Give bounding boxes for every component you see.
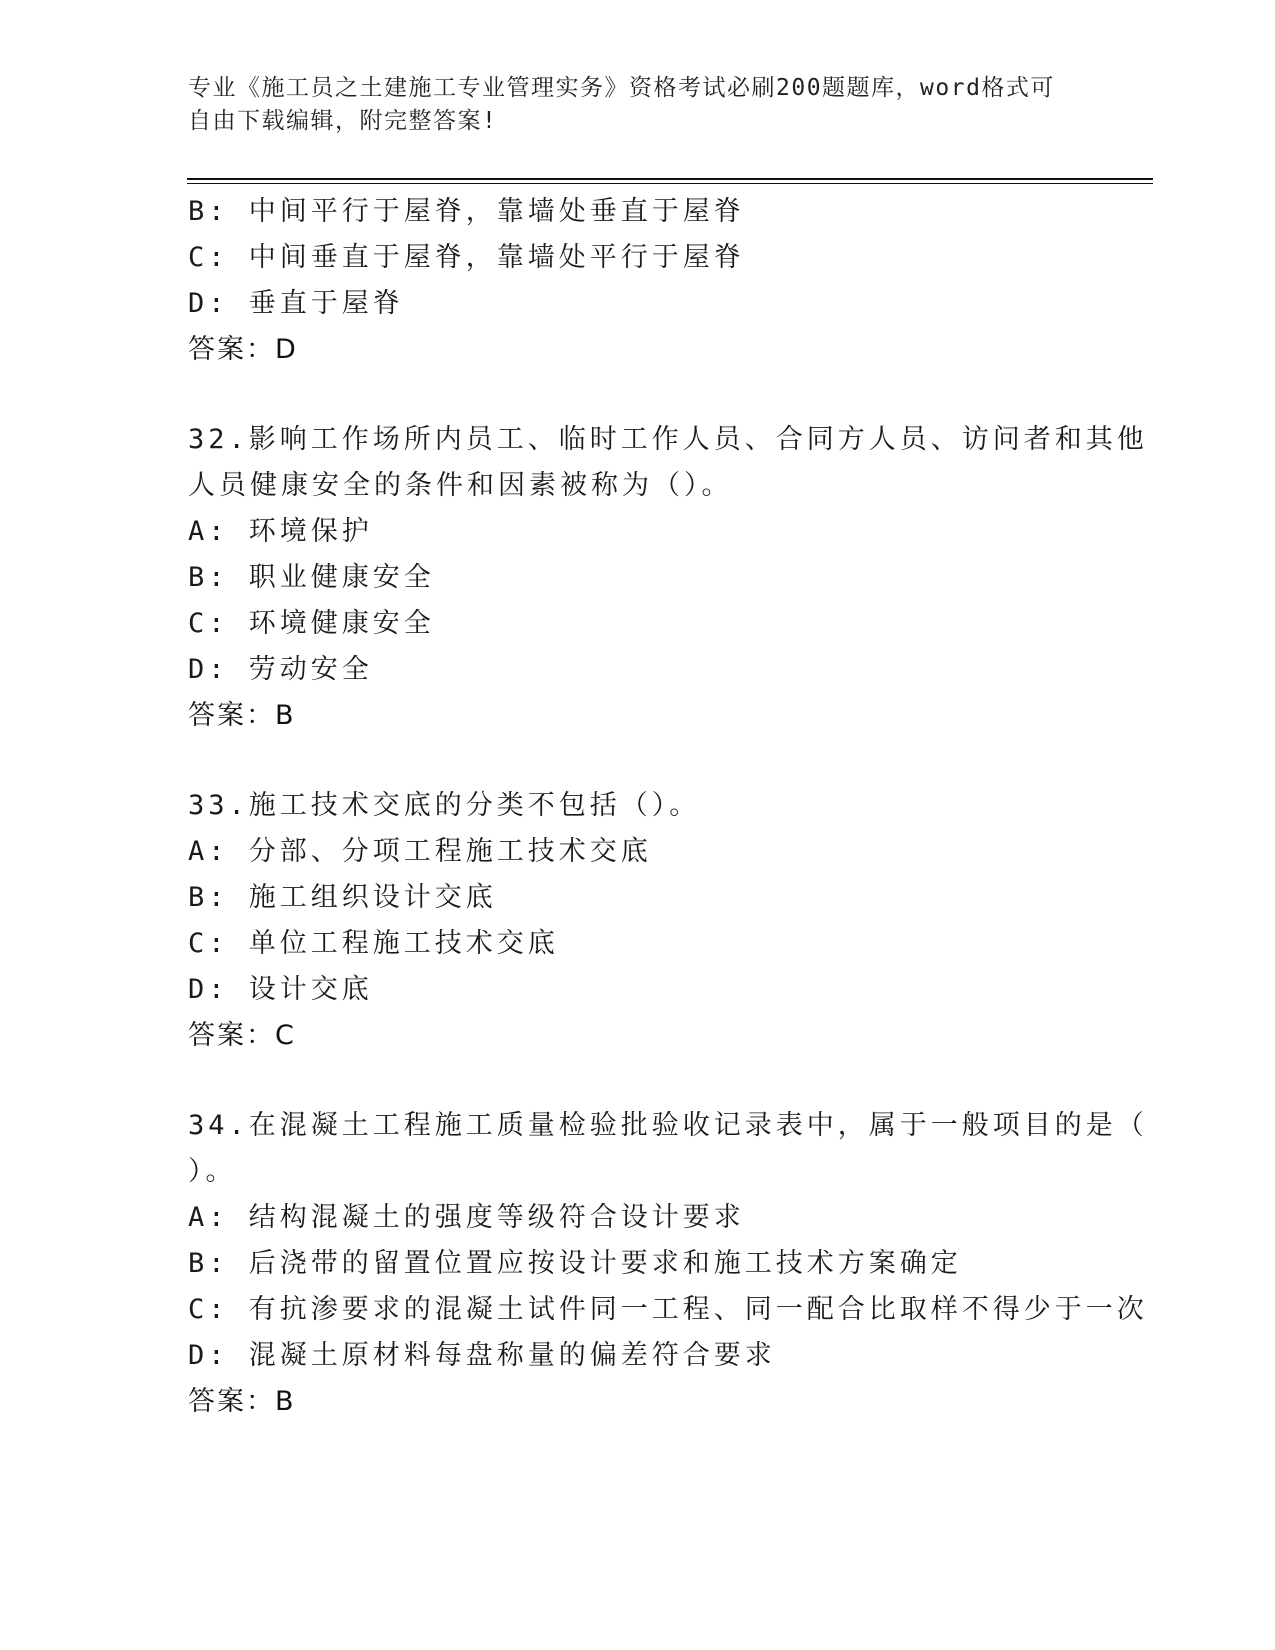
option-a: A: 分部、分项工程施工技术交底 bbox=[188, 836, 652, 867]
option-a: A: 结构混凝土的强度等级符合设计要求 bbox=[188, 1202, 745, 1233]
answer: 答案：D bbox=[188, 334, 298, 365]
question-title-line: 34.在混凝土工程施工质量检验批验收记录表中，属于一般项目的是（ bbox=[188, 1110, 1148, 1141]
option-b: B: 中间平行于屋脊，靠墙处垂直于屋脊 bbox=[188, 196, 745, 227]
question-title bbox=[188, 1103, 1148, 1195]
question-title-line: ）。 bbox=[188, 1156, 237, 1187]
option-a: A: 环境保护 bbox=[188, 516, 373, 547]
option-c: C: 环境健康安全 bbox=[188, 608, 435, 639]
document-body bbox=[188, 189, 1148, 1425]
option-d: D: 垂直于屋脊 bbox=[188, 288, 404, 319]
option-d: D: 劳动安全 bbox=[188, 654, 373, 685]
question-title-line: 32.影响工作场所内员工、临时工作人员、合同方人员、访问者和其他 bbox=[188, 424, 1148, 455]
answer: 答案：B bbox=[188, 700, 296, 731]
option-b: B: 施工组织设计交底 bbox=[188, 882, 497, 913]
question-title bbox=[188, 417, 1148, 509]
option-b: B: 后浇带的留置位置应按设计要求和施工技术方案确定 bbox=[188, 1248, 962, 1279]
option-c: C: 有抗渗要求的混凝土试件同一工程、同一配合比取样不得少于一次 bbox=[188, 1294, 1148, 1325]
answer: 答案：C bbox=[188, 1020, 296, 1051]
option-b: B: 职业健康安全 bbox=[188, 562, 435, 593]
answer: 答案：B bbox=[188, 1386, 296, 1417]
header-line-2: 自由下载编辑，附完整答案! bbox=[188, 108, 498, 134]
header-divider-thin bbox=[187, 183, 1153, 184]
continued-question bbox=[188, 189, 1088, 373]
option-c: C: 单位工程施工技术交底 bbox=[188, 928, 559, 959]
question-32 bbox=[188, 417, 1148, 739]
question-title-line: 人员健康安全的条件和因素被称为（）。 bbox=[188, 470, 733, 501]
question-34 bbox=[188, 1103, 1148, 1425]
option-c: C: 中间垂直于屋脊，靠墙处平行于屋脊 bbox=[188, 242, 745, 273]
option-d: D: 设计交底 bbox=[188, 974, 373, 1005]
question-title-line: 33.施工技术交底的分类不包括（）。 bbox=[188, 790, 701, 821]
question-33 bbox=[188, 783, 1088, 1059]
document-header bbox=[188, 72, 1088, 138]
header-line-1: 专业《施工员之土建施工专业管理实务》资格考试必刷200题题库，word格式可 bbox=[188, 75, 1055, 101]
option-d: D: 混凝土原材料每盘称量的偏差符合要求 bbox=[188, 1340, 776, 1371]
question-title bbox=[188, 783, 1088, 829]
header-divider-thick bbox=[187, 178, 1153, 180]
